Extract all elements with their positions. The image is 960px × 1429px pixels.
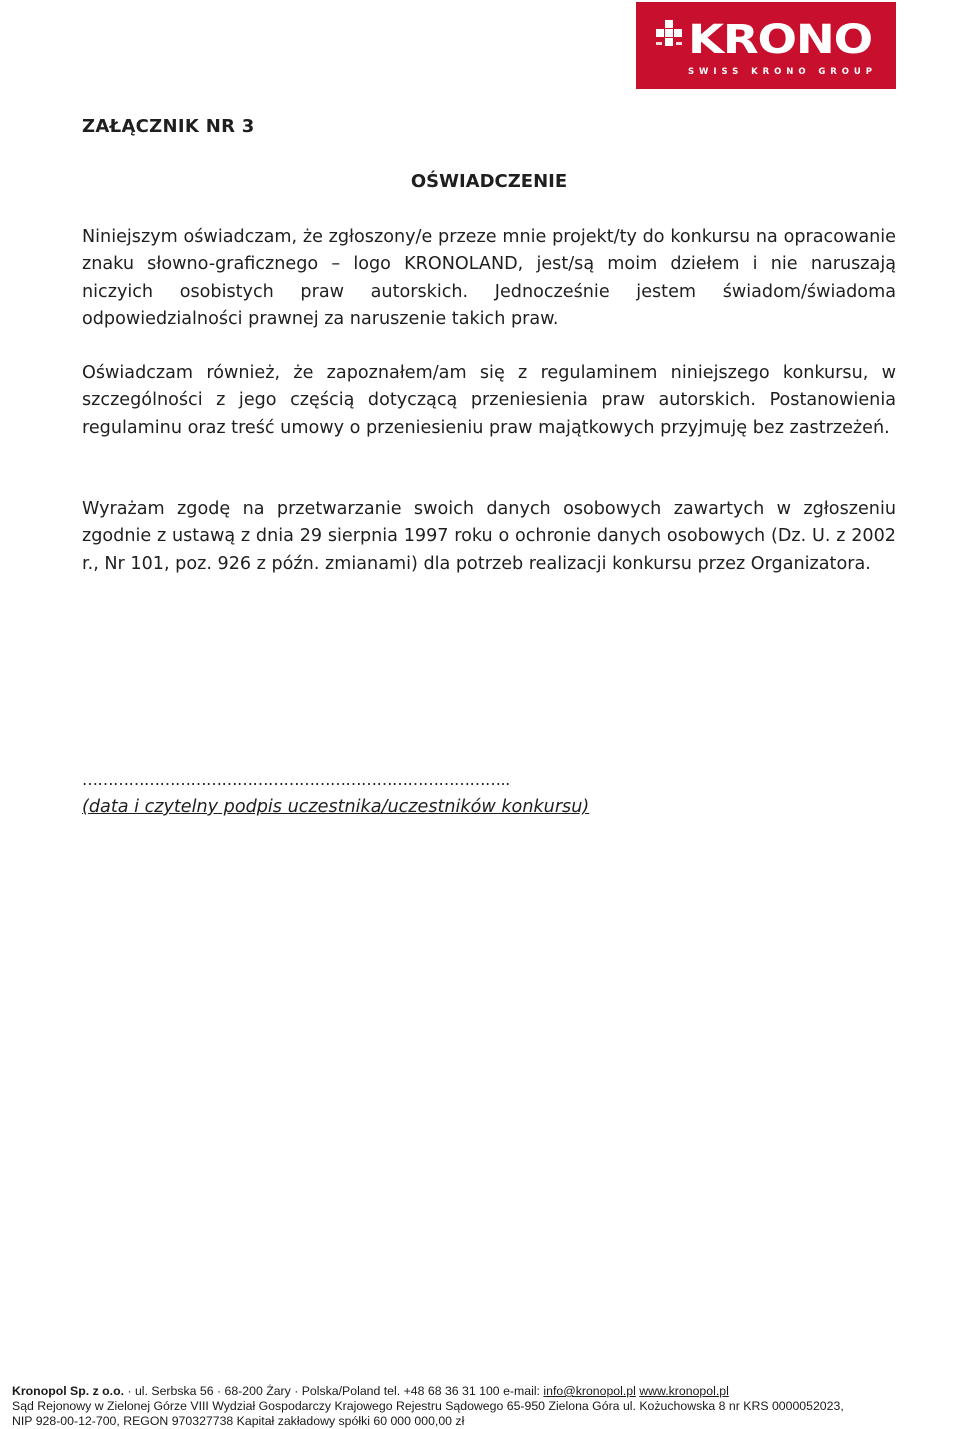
swiss-cross-logo-icon [636,2,896,89]
attachment-heading: ZAŁĄCZNIK NR 3 [82,116,255,137]
footer-company: Kronopol Sp. z o.o. [12,1384,125,1398]
signature-caption: (data i czytelny podpis uczestnika/uczestników konkursu) [82,797,590,817]
footer-email-link[interactable]: info@kronopol.pl [543,1384,636,1398]
logo-tagline-text: SWISS KRONO GROUP [688,67,872,77]
footer-line-court: Sąd Rejonowy w Zielonej Górze VIII Wydział Gospodarczy Krajowego Rejestru Sądowego 65-950 Zielona Góra ul. Kożuchowska 8 nr KRS 0000052023, [12,1399,844,1413]
footer-website-link[interactable]: www.kronopol.pl [639,1384,729,1398]
signature-line: ……………………………………………………………………….. [82,770,510,789]
krono-logo [636,2,896,89]
paragraph-regulations: Oświadczam również, że zapoznałem/am się z regulaminem niniejszego konkursu, w szczególności z jego częścią dotyczącą przeniesienia praw autorskich. Postanowienia regulaminu oraz treść umowy o przeniesieniu praw majątkowych przyjmuję bez zastrzeżeń. [82,363,896,438]
footer [12,1384,952,1429]
footer-line-contact [12,1384,952,1399]
footer-address: · ul. Serbska 56 · 68-200 Żary · Polska/Poland tel. +48 68 36 31 100 e-mail: [124,1384,544,1398]
paragraph-declaration: Niniejszym oświadczam, że zgłoszony/e przeze mnie projekt/ty do konkursu na opracowanie znaku słowno-graficznego – logo KRONOLAND, jest/są moim dziełem i nie naruszają niczyich osobistych praw autorskich. Jednocześnie jestem świadom/świadoma odpowiedzialności prawnej za naruszenie takich praw. [82,227,896,330]
logo-brand-text: KRONO [688,17,872,63]
footer-line-registration: NIP 928-00-12-700, REGON 970327738 Kapitał zakładowy spółki 60 000 000,00 zł [12,1414,465,1428]
document-title: OŚWIADCZENIE [410,171,568,192]
paragraph-data-consent: Wyrażam zgodę na przetwarzanie swoich danych osobowych zawartych w zgłoszeniu zgodnie z ustawą z dnia 29 sierpnia 1997 roku o ochronie danych osobowych (Dz. U. z 2002 r., Nr 101, poz. 926 z późn. zmianami) dla potrzeb realizacji konkursu przez Organizatora. [82,499,896,574]
